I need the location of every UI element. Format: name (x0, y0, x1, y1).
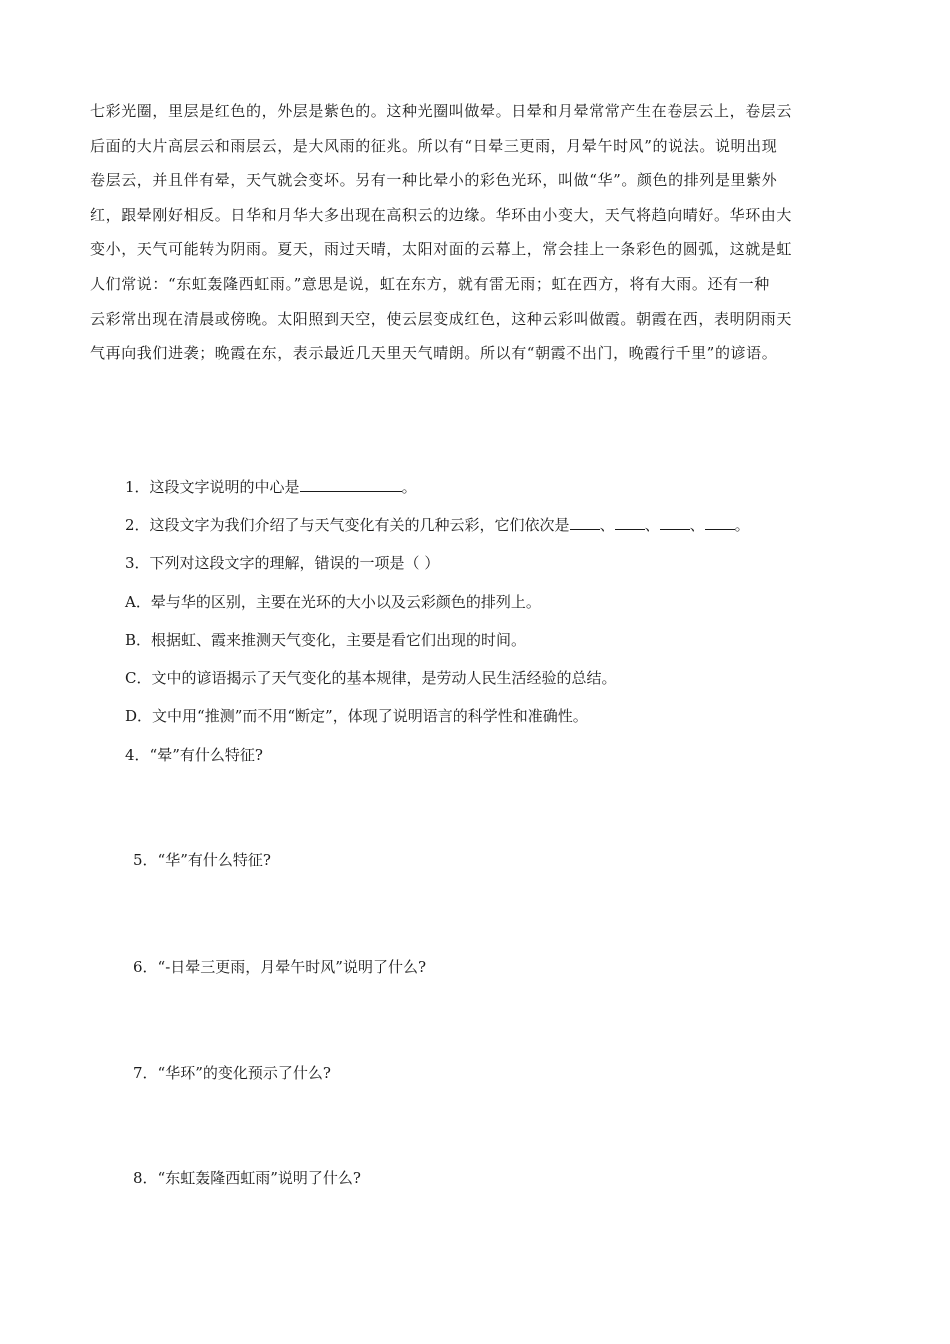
question-text: “-日晕三更雨，月晕午时风”说明了什么? (157, 958, 426, 976)
passage-line: 云彩常出现在清晨或傍晚。太阳照到天空，使云层变成红色，这种云彩叫做霞。朝霞在西，表明阴雨天 (90, 309, 793, 328)
option-text: 文中的谚语揭示了天气变化的基本规律，是劳动人民生活经验的总结。 (151, 669, 617, 687)
passage-line: 卷层云，并且伴有晕，天气就会变坏。另有一种比晕小的彩色光环，叫做“华”。颜色的排列是里紫外 (90, 171, 778, 190)
answer-blank[interactable] (660, 515, 690, 530)
reading-passage (90, 96, 865, 373)
option-text: 根据虹、霞来推测天气变化，主要是看它们出现的时间。 (151, 631, 527, 649)
passage-line: 气再向我们进袭；晚霞在东，表示最近几天里天气晴朗。所以有“朝霞不出门，晚霞行千里”的谚语。 (90, 344, 778, 363)
passage-line: 红，跟晕刚好相反。日华和月华大多出现在高积云的边缘。华环由小变大，天气将趋向晴好。华环由大 (90, 205, 793, 224)
option-b[interactable] (125, 630, 526, 650)
passage-line: 人们常说：“东虹轰隆西虹雨。”意思是说，虹在东方，就有雷无雨；虹在西方，将有大雨。还有一种 (90, 274, 770, 293)
question-text: “华”有什么特征? (157, 851, 271, 869)
question-tail: 。 (401, 478, 417, 496)
option-letter: A． (125, 593, 151, 611)
separator: 、 (644, 516, 660, 534)
option-a[interactable] (125, 592, 541, 612)
question-number: 7． (133, 1064, 158, 1082)
option-c[interactable] (125, 668, 617, 688)
question-3 (125, 553, 439, 573)
answer-blank[interactable] (570, 515, 600, 530)
question-number: 4． (125, 746, 150, 764)
question-text: “晕”有什么特征? (149, 746, 263, 764)
option-letter: C． (125, 669, 152, 687)
option-text: 晕与华的区别，主要在光环的大小以及云彩颜色的排列上。 (150, 593, 541, 611)
answer-blank[interactable] (705, 515, 735, 530)
option-d[interactable] (125, 706, 588, 726)
question-tail: 。 (734, 516, 750, 534)
passage-line: 七彩光圈，里层是红色的，外层是紫色的。这种光圈叫做晕。日晕和月晕常常产生在卷层云上，卷层云 (90, 102, 793, 120)
question-8 (133, 1168, 361, 1188)
question-number: 5． (133, 851, 158, 869)
option-letter: D． (125, 707, 153, 725)
passage-line: 变小，天气可能转为阴雨。夏天，雨过天晴，太阳对面的云幕上，常会挂上一条彩色的圆弧，这就是虹 (90, 240, 793, 259)
question-text: 这段文字说明的中心是 (149, 478, 300, 496)
answer-blank[interactable] (300, 477, 402, 492)
question-number: 6． (133, 958, 158, 976)
question-number: 1． (125, 478, 150, 496)
separator: 、 (599, 516, 615, 534)
question-1 (125, 477, 417, 497)
question-4 (125, 745, 263, 765)
question-7 (133, 1063, 331, 1083)
question-text: 下列对这段文字的理解，错误的一项是（ ） (149, 554, 440, 572)
question-5 (133, 850, 271, 870)
question-text: “华环”的变化预示了什么? (157, 1064, 331, 1082)
passage-line: 后面的大片高层云和雨层云，是大风雨的征兆。所以有“日晕三更雨，月晕午时风”的说法。说明出现 (90, 136, 778, 155)
question-6 (133, 957, 426, 977)
separator: 、 (689, 516, 705, 534)
question-text: 这段文字为我们介绍了与天气变化有关的几种云彩，它们依次是 (149, 516, 570, 534)
question-number: 8． (133, 1169, 158, 1187)
question-number: 3． (125, 554, 150, 572)
option-text: 文中用“推测”而不用“断定”，体现了说明语言的科学性和准确性。 (152, 707, 588, 725)
question-2 (125, 515, 750, 535)
option-letter: B． (125, 631, 152, 649)
answer-blank[interactable] (615, 515, 645, 530)
question-text: “东虹轰隆西虹雨”说明了什么? (157, 1169, 361, 1187)
question-number: 2． (125, 516, 150, 534)
